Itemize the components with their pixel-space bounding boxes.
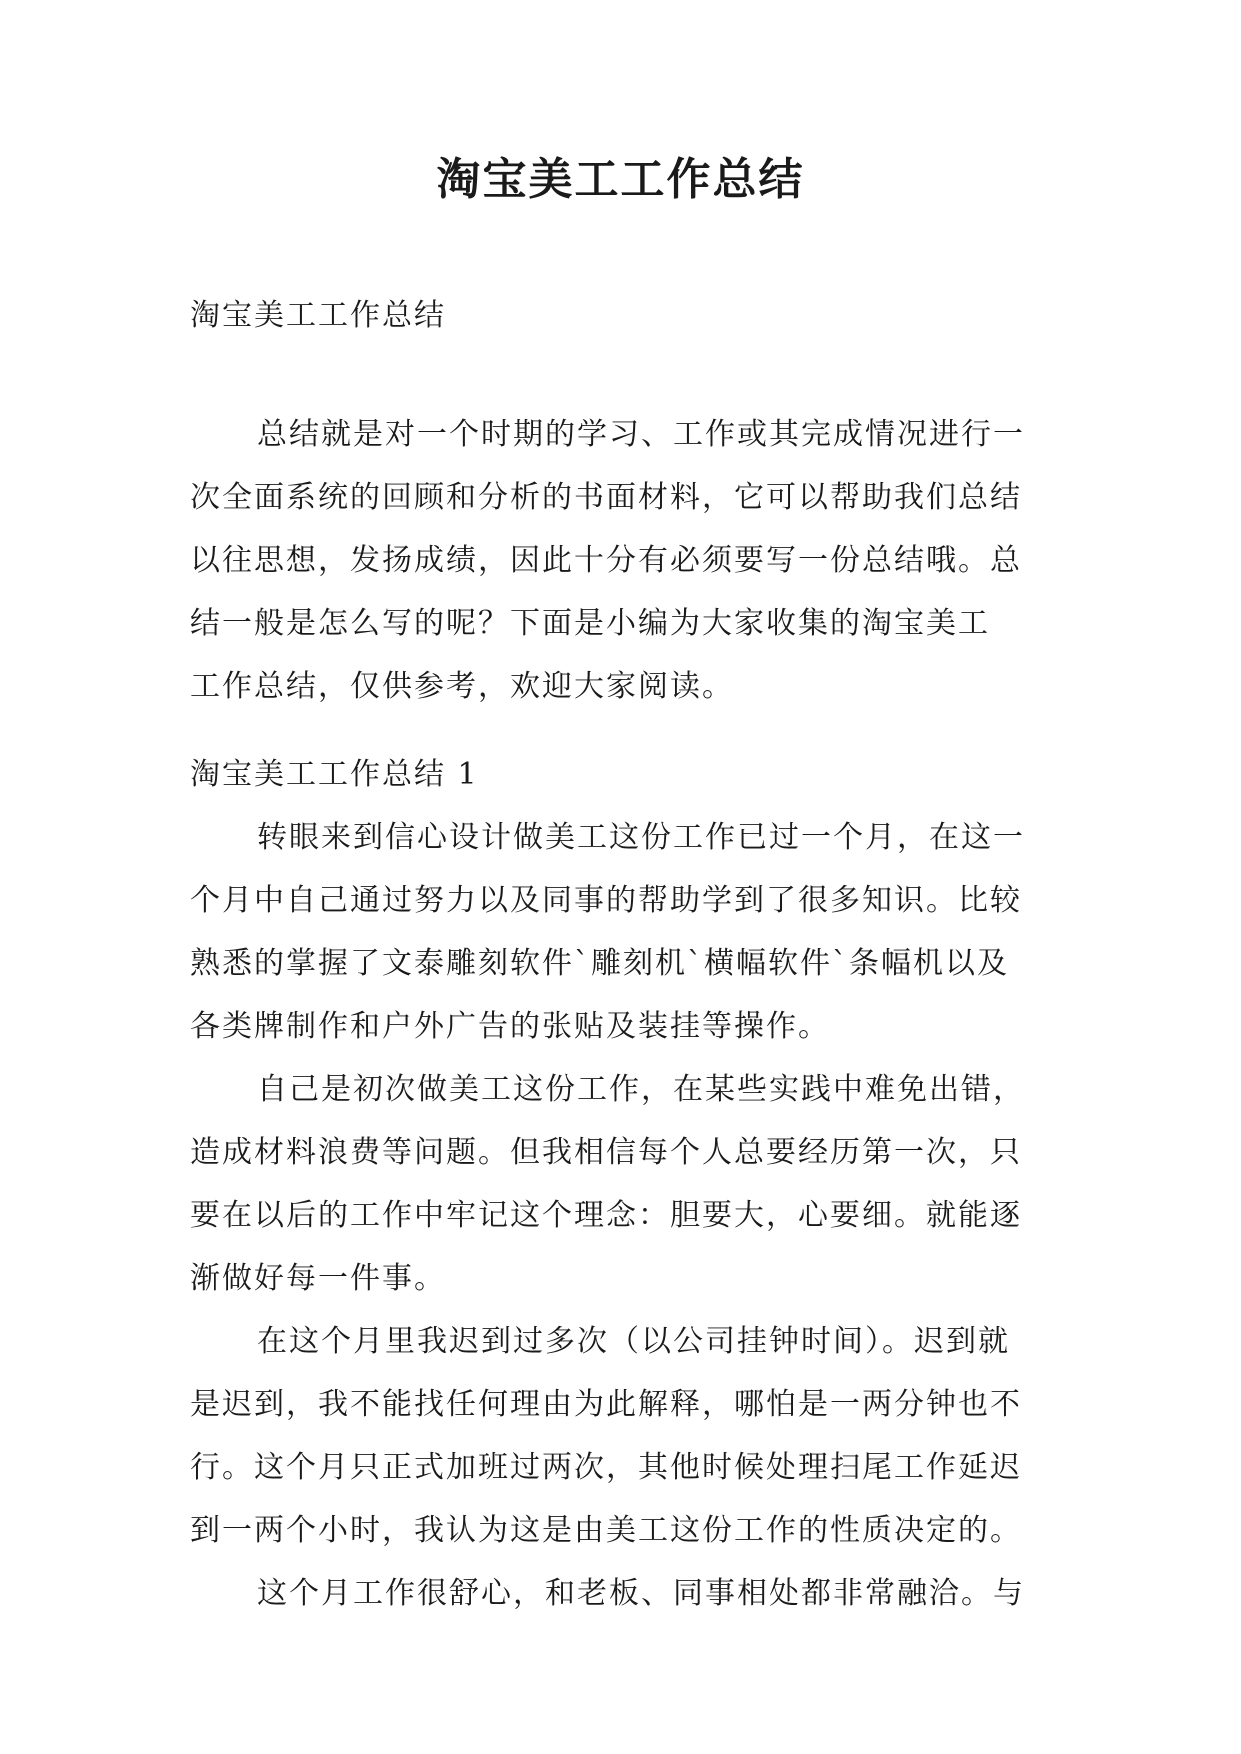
section1-line: 熟悉的掌握了文泰雕刻软件`雕刻机`横幅软件`条幅机以及: [190, 946, 1009, 981]
intro-line: 以往思想，发扬成绩，因此十分有必须要写一份总结哦。总: [190, 543, 1022, 578]
section1-line: 个月中自己通过努力以及同事的帮助学到了很多知识。比较: [190, 883, 1022, 918]
section1-body: [190, 806, 1241, 1625]
section1-line: 要在以后的工作中牢记这个理念：胆要大，心要细。就能逐: [190, 1198, 1022, 1233]
section1-line: 转眼来到信心设计做美工这份工作已过一个月，在这一: [257, 820, 1025, 855]
intro-line: 总结就是对一个时期的学习、工作或其完成情况进行一: [257, 417, 1025, 452]
section1-line: 是迟到，我不能找任何理由为此解释，哪怕是一两分钟也不: [190, 1387, 1022, 1422]
section1-line: 行。这个月只正式加班过两次，其他时候处理扫尾工作延迟: [190, 1450, 1022, 1485]
section1-line: 这个月工作很舒心，和老板、同事相处都非常融洽。与: [257, 1576, 1025, 1611]
section1-line: 各类牌制作和户外广告的张贴及装挂等操作。: [190, 1009, 830, 1044]
document-subtitle: 淘宝美工工作总结: [190, 298, 446, 333]
section-heading: 淘宝美工工作总结 1: [190, 757, 479, 792]
section1-line: 造成材料浪费等问题。但我相信每个人总要经历第一次，只: [190, 1135, 1022, 1170]
intro-line: 结一般是怎么写的呢？下面是小编为大家收集的淘宝美工: [190, 606, 990, 641]
section1-line: 到一两个小时，我认为这是由美工这份工作的性质决定的。: [190, 1513, 1022, 1548]
intro-line: 次全面系统的回顾和分析的书面材料，它可以帮助我们总结: [190, 480, 1022, 515]
section1-line: 自己是初次做美工这份工作，在某些实践中难免出错，: [257, 1072, 1025, 1107]
section1-line: 渐做好每一件事。: [190, 1261, 446, 1296]
document-title: 淘宝美工工作总结: [436, 154, 805, 205]
section1-line: 在这个月里我迟到过多次（以公司挂钟时间）。迟到就: [257, 1324, 1010, 1359]
intro-paragraph: [190, 403, 1241, 718]
intro-line: 工作总结，仅供参考，欢迎大家阅读。: [190, 669, 734, 704]
